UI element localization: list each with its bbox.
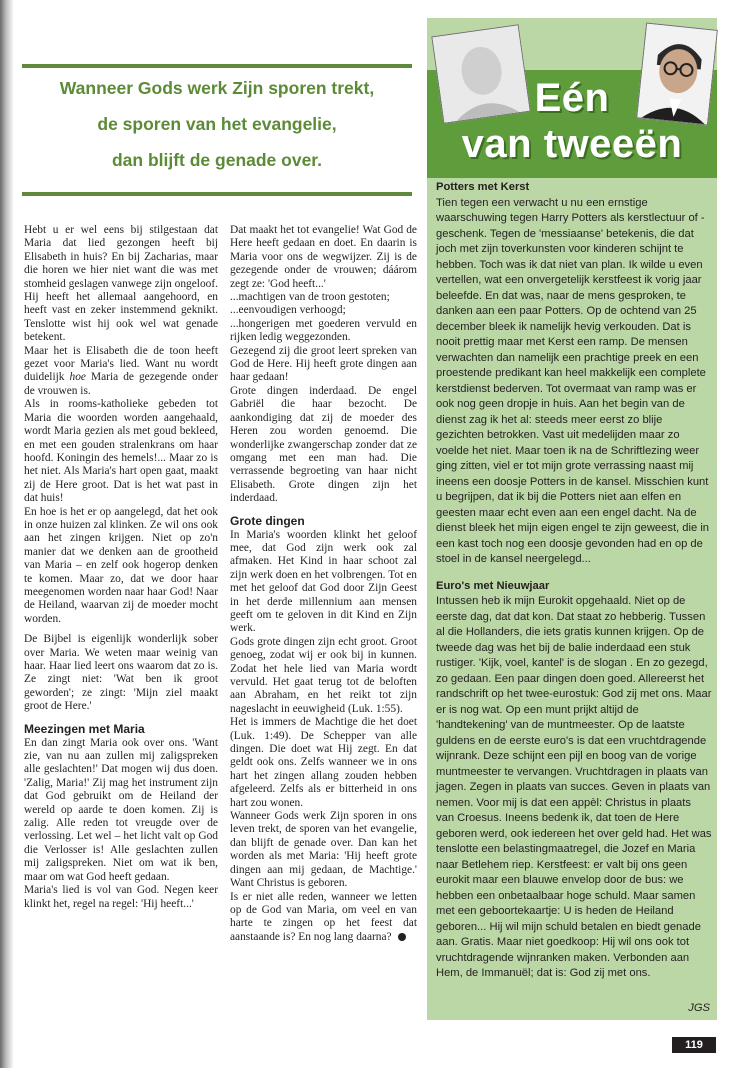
article-paragraph: Gods grote dingen zijn echt groot. Groot genoeg, zodat wij er ook bij in kunnen. Zodat het hele lied van Maria wordt vervuld. Het gaat terug tot de beloften aan Abraham, en het reikt tot zijn nageslacht in eeuwigheid (Luk. 1:55). bbox=[230, 635, 417, 715]
headline-line-2: de sporen van het evangelie, bbox=[97, 114, 337, 134]
article-paragraph: Hebt u er wel eens bij stilgestaan dat Maria dat lied gezongen heeft bij Elisabeth in huis? En bij Zacharias, maar die horen we hier niet want die was met stomheid geslagen vanwege zijn ongeloof. Hij heeft het allemaal aangehoord, en heeft vast en zeker instemmend geknikt. Tenslotte wist hij ook wel wat genade betekent. bbox=[24, 224, 218, 344]
sidebar-subheading: Potters met Kerst bbox=[436, 181, 530, 193]
headline bbox=[22, 70, 412, 178]
article-paragraph: En hoe is het er op aangelegd, dat het ook in onze huizen zal klinken. Ze wil ons ook aan het zingen krijgen. Niet op zo'n manier dat we denken aan de grootheid van Maria – en zelf ook hogerop denken te komen. Maar zo, dat we door haar meegenomen worden naar haar God! Naar de Heiland, waarvan zij de moeder mocht worden. bbox=[24, 505, 218, 625]
quote-line: ...hongerigen met goederen vervuld en rijken ledig weggezonden. bbox=[230, 317, 417, 344]
article-paragraph: Gezegend zij die groot leert spreken van God de Here. Hij heeft grote dingen aan haar gedaan! bbox=[230, 344, 417, 384]
sidebar-title-line-1: Eén bbox=[534, 76, 610, 120]
article-paragraph: En dan zingt Maria ook over ons. 'Want zie, van nu aan zullen mij zaligspreken alle geslachten!' Dat mogen wij dus doen. 'Zalig, Maria!' Zij mag het instrument zijn dat God gebruikt om de Heiland der wereld op aarde te doen komen. Zij is zalig. Alle reden tot vreugde over de verlossing. Let wel – het licht valt op God die Verlosser is! Alle geslachten zullen mij zaligspreken. Niet om wat ik ben, maar om wat God heeft gedaan. bbox=[24, 736, 218, 883]
article-column-1 bbox=[24, 224, 218, 911]
sidebar-paragraph: Intussen heb ik mijn Eurokit opgehaald. Niet op de eerste dag, dat dat kon. Dat staat zo hebberig. Tussen al die Hollanders, die iets gratis kunnen krijgen. Op de tweede dag was het bij de balie inderdaad een stuk rustiger. 'Kijk, voel, kantel' is de slogan . En zo gezegd, zo gedaan. Een paar dingen doen goed. Allereerst het randschrift op het twee-eurostuk: God zij met ons. Maar er is nog wat. Op een munt prijkt altijd de 'handtekening' van de muntmeester. Op de laatste guldens en de eerste euro's is dat een vruchtdragende wijnrank. Deze schijnt een pijl en boog van de vorige muntmeester te vervangen. Vruchtdragen in plaats van jagen. Zegen in plaats van succes. Geven in plaats van nemen. Voor mij is dat een appèl: Christus in plaats van Croesus. Ineens bedenk ik, dat toen de Here geboren werd, ook iedereen het over geld had. Het was tenslotte een belastingmaatregel, die Jozef en Maria naar Betlehem riep. Kerstfeest: er valt bij ons geen eurokit maar een blauwe envelop door de bus: we hebben een onbetaalbaar hoge schuld. Maar samen met een geboortekaartje: U is heden de Heiland geboren... Hij wil mijn schuld betalen en biedt genade aan. Gratis. Maar niet goedkoop: Hij wil ons ook tot vruchtdragende wijnranken maken. Verbonden aan Hem, de Immanuël; dat is: God zij met ons. bbox=[436, 595, 712, 979]
article-paragraph: Maar het is Elisabeth die de toon heeft gezet voor Maria's lied. Want nu wordt duidelijk hoe Maria de gezegende onder de vrouwen is. bbox=[24, 344, 218, 397]
article-column-2 bbox=[230, 224, 417, 944]
page-binding-shadow bbox=[0, 0, 14, 1068]
quote-line: ...eenvoudigen verhoogd; bbox=[230, 304, 346, 317]
headline-rule-bottom bbox=[22, 192, 412, 196]
article-paragraph: Als in rooms-katholieke gebeden tot Maria die woorden worden aangehaald, wordt Maria gezien als met goud bekleed, en met een gouden stralenkrans om haar hoofd. Koningin des hemels!... Maar zo is het niet. Als Maria's hart open gaat, maakt zij de Here groot. Dat is het wat past in dat huis! bbox=[24, 398, 218, 505]
article-paragraph: Wanneer Gods werk Zijn sporen in ons leven trekt, de sporen van het evangelie, dan blijft de genade over. Dan kan het worden als met Maria: 'Hij heeft grote dingen aan mij gedaan, de Machtige.' Want Christus is geboren. bbox=[230, 810, 417, 890]
author-signature: JGS bbox=[688, 1002, 710, 1014]
sidebar-subheading: Euro's met Nieuwjaar bbox=[436, 579, 550, 592]
quote-line: ...machtigen van de troon gestoten; bbox=[230, 291, 390, 304]
article-paragraph: In Maria's woorden klinkt het geloof mee, dat God zijn werk ook zal afmaken. Het Kind in haar schoot zal zijn werk doen en het volbrengen. Tot en met het geloof dat God door Zijn Geest in het derde millennium aan mensen geeft om te geloven in dit Kind en Zijn werk. bbox=[230, 528, 417, 635]
end-of-article-bullet-icon bbox=[398, 933, 406, 941]
sidebar-paragraph: Tien tegen een verwacht u nu een ernstige waarschuwing tegen Harry Potters als kerstlectuur of -geschenk. Tegen de 'messiaanse' betekenis, die dat joch met zijn toverkunsten voor kinderen schijnt te hebben. Toch was ik dat niet van plan. Ik wilde u even vertellen, wat een onvergetelijk kerstfeest ik vorig jaar beleefde. En dat was, naar de mens gesproken, te danken aan een paar Potters. Op de ochtend van 25 december bleek ik namelijk hevig verkouden. Dat is nooit prettig maar met Kerst een ramp. De mensen verwachten dan namelijk een prachtige preek en een proestende predikant kan heel makkelijk een complete kerstdienst bederven. Tot overmaat van ramp was er ook nog geen dropje in huis. Aan het begin van de dienst zag ik het al: steeds meer eerst zo blije gezichten betrokken. Vast uit medelijden maar zo voelde het niet. Maar toen ik na de Schriftlezing weer ging zitten, viel er tot mijn grote verrassing naast mij ineens een doosje Potters in de kansel. Misschien kunt u begrijpen, dat ik bij die Potters niet aan elfen en geesten maar echt even aan een engel dacht. Na de dienst bleek het mijn eigen engel te zijn geweest, die in een kast toch nog een doosje gevonden had en op de stoel in de kansel neergelegd... bbox=[436, 196, 710, 565]
author-photo-left bbox=[431, 24, 530, 123]
article-paragraph: De Bijbel is eigenlijk wonderlijk sober over Maria. We weten maar weinig van haar. Haar lied leert ons waarom dat zo is. Ze zingt niet: 'Wat ben ik groot geworden'; ze zingt: 'Mijn ziel maakt groot de Here.' bbox=[24, 633, 218, 713]
headline-line-3: dan blijft de genade over. bbox=[111, 150, 323, 170]
article-subheading: Meezingen met Maria bbox=[24, 721, 145, 736]
sidebar-title-line-2: van tweeën bbox=[461, 122, 683, 166]
headline-line-1: Wanneer Gods werk Zijn sporen trekt, bbox=[59, 78, 375, 98]
author-photo-right bbox=[636, 22, 718, 125]
emphasis-word: hoe bbox=[69, 371, 86, 384]
sidebar-text bbox=[436, 180, 712, 982]
article-paragraph: Dat maakt het tot evangelie! Wat God de Here heeft gedaan en doet. En daarin is Maria voor ons de wegwijzer. Zij is de gezegende onder de vrouwen; dáárom zegt ze: 'God heeft...' bbox=[230, 224, 417, 290]
article-paragraph: Grote dingen inderdaad. De engel Gabriël die haar bezocht. De aankondiging dat zij de moeder des Heren zou worden genoemd. Die wonderlijke zwangerschap zonder dat ze omgang met een man had. Die verrassende begroeting van haar nicht Elisabeth. Grote dingen zijn het inderdaad. bbox=[230, 384, 417, 505]
article-paragraph: Het is immers de Machtige die het doet (Luk. 1:49). De Schepper van alle dingen. Die doet wat Hij zegt. En dat geldt ook ons. Zelfs wanneer we in ons hart het zingen allang zouden hebben afgeleerd. Zelfs als er bitterheid in ons hart zou wonen. bbox=[230, 716, 417, 809]
article-paragraph: Maria's lied is vol van God. Negen keer klinkt het, regel na regel: 'Hij heeft...' bbox=[24, 884, 218, 910]
article-subheading: Grote dingen bbox=[230, 513, 305, 528]
article-paragraph: Is er niet alle reden, wanneer we letten op de God van Maria, om veel en van harte te zingen op het feest dat aanstaande is? En nog lang daarna? bbox=[230, 890, 417, 943]
page-number: 119 bbox=[672, 1037, 716, 1053]
headline-rule-top bbox=[22, 64, 412, 68]
